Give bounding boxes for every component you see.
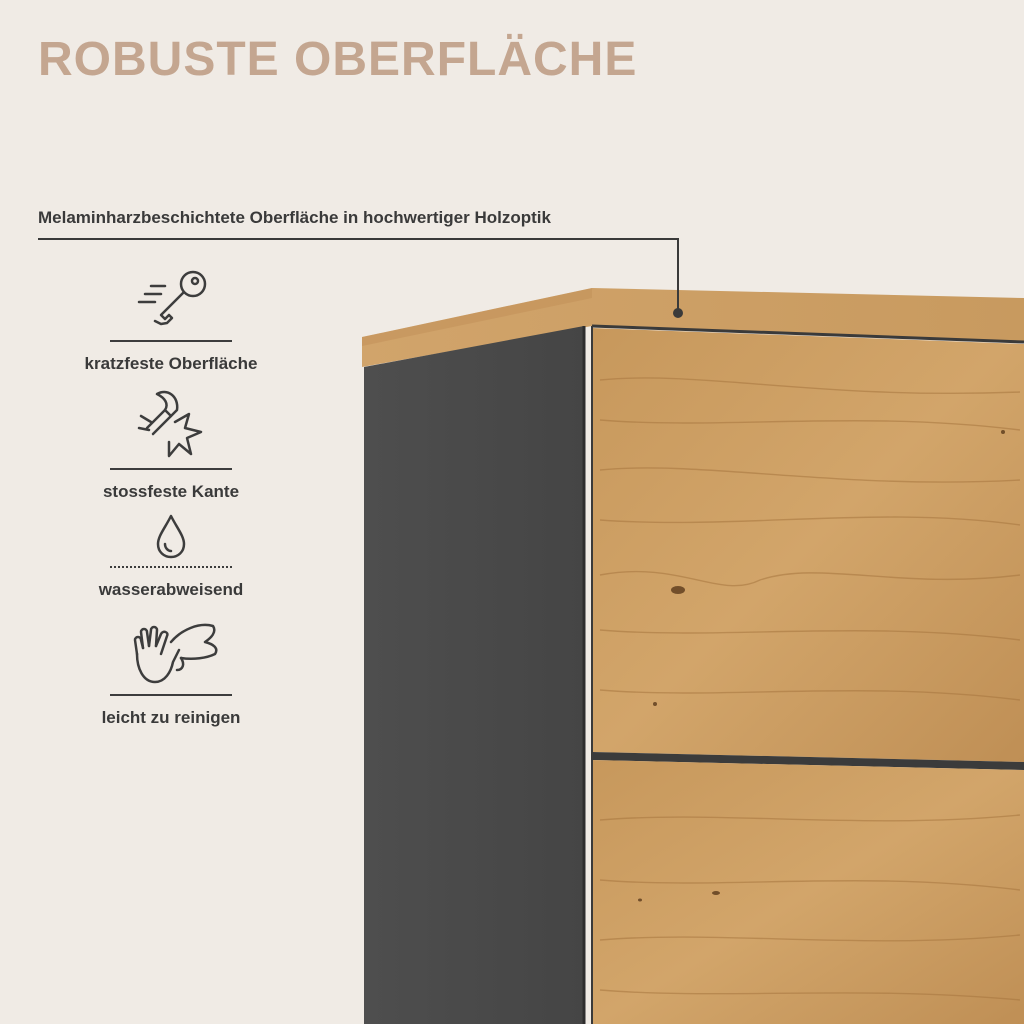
feature-scratch-resistant <box>60 266 282 374</box>
feature-divider <box>110 468 232 470</box>
hammer-impact-icon <box>131 386 211 462</box>
drawer-front-bottom <box>592 760 1024 1024</box>
feature-label: stossfeste Kante <box>102 482 240 501</box>
feature-water-repellent <box>60 512 282 600</box>
cleaning-hand-cloth-icon <box>121 618 221 688</box>
feature-label: wasserabweisend <box>98 580 244 599</box>
callout-label: Melaminharzbeschichtete Oberfläche in hochwertiger Holzoptik <box>38 208 551 227</box>
feature-easy-clean <box>60 618 282 728</box>
water-drop-icon <box>151 512 191 560</box>
key-scratch-icon <box>131 266 211 334</box>
feature-impact-resistant <box>60 386 282 502</box>
feature-divider <box>110 694 232 696</box>
feature-label: kratzfeste Oberfläche <box>84 354 258 373</box>
feature-divider <box>110 340 232 342</box>
feature-divider <box>110 566 232 568</box>
page-title: ROBUSTE OBERFLÄCHE <box>38 33 638 86</box>
feature-label: leicht zu reinigen <box>101 708 241 727</box>
side-panel <box>364 326 584 1024</box>
